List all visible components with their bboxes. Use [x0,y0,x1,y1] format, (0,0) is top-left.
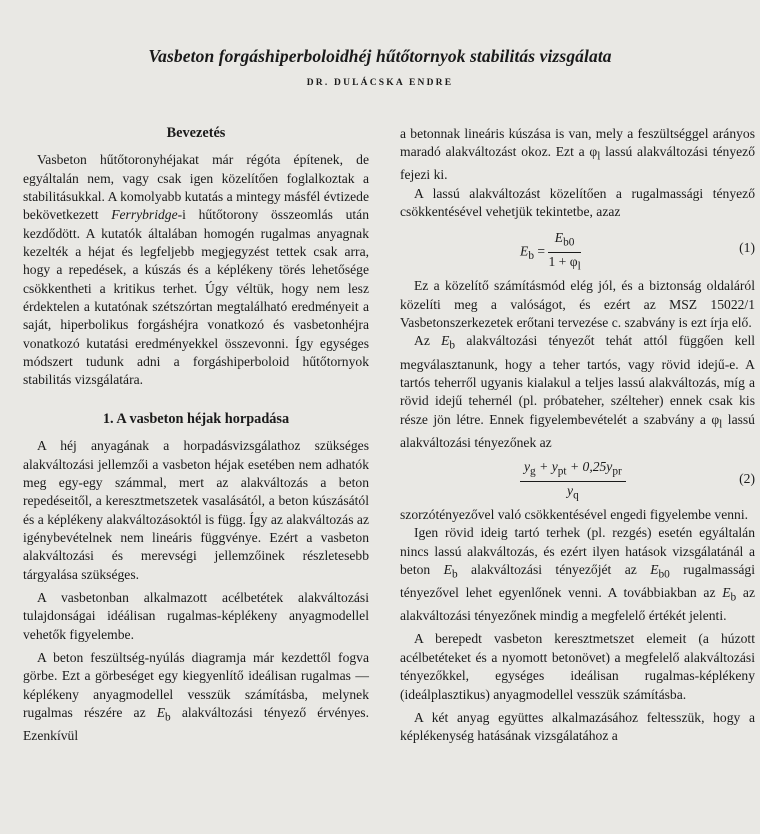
section-1-paragraph-1: A héj anyagának a horpadásvizsgálathoz szükséges alakváltozási jellemzői a vasbeton héjak esetében nem adhatók meg egy-egy számmal, mert az alakváltozás a beton repedéseitől, a keresztmetszetek vasalásától, a beton kúszásától és a képlékeny alakváltozásoktól is függ. Így az alakváltozás az igénybevételnek nem lineáris függvénye. Ezért a vasbeton alakváltozási és merevségi jellemzőinek részletesebb tárgyalása szükséges. [23,438,369,582]
equation-1-body [520,229,581,275]
eq1-num-sym: E [554,230,564,246]
eq2-n2-sub: pt [557,465,567,478]
rp6-sub: b [451,568,458,581]
rp1-text-a: a betonnak lineáris kúszása is van, mely a feszültséggel arányos maradó alakváltozást okoz. Ezt a φ [400,126,755,160]
right-column [400,125,755,746]
symbol-sub: b [165,711,171,724]
p4-text-a: A beton feszültség-nyúlás diagramja már kezdettől fogva görbe. Ezt a görbeséget egy kiegyenlítő ideálisan rugalmas — képlékeny anyagmodellel vesszük számításba, melynek rugalmas részére az [23,649,369,720]
right-paragraph-3: Ez a közelítő számításmód elég jól, és a biztonság oldaláról közelíti meg a valóságot, és ezért az MSZ 15022/1 Vasbetonszerkezetek erőtani tervezése c. szabvány is ezt írja elő. [400,278,755,331]
section-1-heading: 1. A vasbeton héjak horpadása [102,410,290,427]
eq2-denominator [520,482,626,505]
rp6-b: alakváltozási tényezőjét az [457,562,651,577]
rp6-c: rugalmassági tényezővel lehet egyenlőnek venni. A továbbiakban az [400,562,755,601]
eq1-numerator [548,229,580,253]
eq2-den: y [567,482,574,498]
equation-2-body [520,458,626,504]
rp4-text-a: Az [414,333,442,349]
eq2-numerator [520,458,626,482]
intro-paragraph [23,151,369,389]
section-1-paragraph-3 [23,649,369,745]
section-1-paragraph-2: A vasbetonban alkalmazott acélbetétek alakváltozási tulajdonságai idéálisan rugalmas-képlékeny anyagmodellel vehetők figyelembe. [23,589,369,642]
rp4-sub2: l [719,418,723,431]
equation-1-number: (1) [739,240,755,256]
right-paragraph-8: A két anyag együttes alkalmazásához feltesszük, hogy a képlékenység hatásának vizsgálatához a [400,709,755,744]
rp4-symbol: E [441,333,450,349]
right-paragraph-6 [400,524,755,625]
equation-1 [400,227,755,271]
rp1-text-b: lassú alakváltozási tényező fejezi ki. [400,144,755,183]
article-title: Vasbeton forgáshiperboloidhéj hűtőtornyok stabilitás vizsgálata [148,46,612,66]
intro-text-b: -i hűtőtorony összeomlás után kezdődött. A kutatók általában homogén rugalmas anyagnak kezelték a héjat és legfeljebb megjegyzést tettek csak arra, hogy a repedések, a kúszás és a képlékeny törés lehetősége csökkentheti a kritikus terhet. Úgy véltük, hogy nem lesz érdektelen a kutatónak szétszórtan megtalálható eredményeit a saját, hiperbolikus forgáshéjra vonatkozó és vasbetonhéjra vonatkozó kutatási eredményekkel összevonni. Így egységes módszert tudunk adni a forgáshiperboloid hűtőtornyok stabilitás vizsgálatára. [23,207,369,388]
eq2-den-sub: q [573,489,579,502]
right-paragraph-5: szorzótényezővel való csökkentésével engedi figyelembe venni. [400,506,749,522]
rp6-a: Igen rövid ideig tartó terhek (pl. rezgés) esetén egyáltalán nincs lassú alakváltozás, és ezért ilyen hatások vizsgálatánál a beton [400,525,755,577]
left-column [23,124,369,745]
eq2-n3-sub: pr [612,465,622,478]
eq1-den-sub: l [577,260,581,273]
eq1-den-text: 1 + φ [548,254,578,270]
rp6-sym: E [443,562,452,577]
intro-italic-term: Ferrybridge [111,207,178,223]
eq2-n2: + y [535,458,558,474]
rp4-text-c: lassú alakváltozási tényezőnek az [400,411,755,450]
right-paragraph-1 [400,125,755,185]
intro-text-a: Vasbeton hűtőtoronyhéjakat már régóta építenek, de egyáltalán nem, vagy csak igen közelítően foglalkoztak a stabilitásukkal. A komolyabb kutatás a mintegy másfél évtizede bekövetkezett [23,152,369,223]
eq2-fraction [520,458,626,504]
eq2-n1-sub: g [530,465,536,478]
rp4-sub: b [449,340,456,353]
right-paragraph-7: A berepedt vasbeton keresztmetszet elemeit (a húzott acélbetéteket és a nyomott betonövet) a megfelelő alakváltozási tényezőkkel, egységes ideálisan rugalmas-képlékeny (ideálplasztikus) anyagmodellel vesszük számításba. [400,631,755,702]
right-paragraph-2: A lassú alakváltozást közelítően a rugalmassági tényező csökkentésével vehetjük tekintetbe, azaz [400,185,755,220]
intro-heading: Bevezetés [166,125,226,141]
rp6-sub3: b [730,591,737,604]
eq1-equals: = [537,243,549,259]
symbol-E: E [156,704,166,720]
rp6-sym2: E [650,562,659,577]
eq2-n1: y [524,458,531,474]
rp6-d: az alakváltozási tényezőnek mindig a megfelelő értékét jelenti. [400,585,755,624]
eq2-n3: + 0,25y [566,458,613,474]
eq1-denominator [548,253,580,276]
rp4-text-b: alakváltozási tényezőt tehát attól függően kell megválasztanunk, hogy a teher tartós, vagy rövid idejű-e. A tartós teherről ugyanis kialakul a teljes lassú alakváltozás, míg a rövid idejű tehernél (pl. próbateher, szélteher) ennek csak kis része jön létre. Ennek figyelembevételét a szabvány a φ [400,333,755,427]
rp1-sub: l [597,151,601,164]
eq1-fraction [548,229,580,275]
right-paragraph-4 [400,332,755,452]
rp6-sym3: E [722,585,731,601]
equation-2 [400,458,755,502]
author-line: DR. DULÁCSKA ENDRE [306,78,454,88]
eq1-num-sub: b0 [563,237,575,250]
eq1-lhs-sub: b [528,250,534,263]
eq1-lhs: E [520,243,529,259]
p4-text-b: alakváltozási tényező érvényes. Ezenkívül [23,704,369,744]
equation-2-number: (2) [739,470,755,486]
rp6-sub2: b0 [658,568,670,581]
